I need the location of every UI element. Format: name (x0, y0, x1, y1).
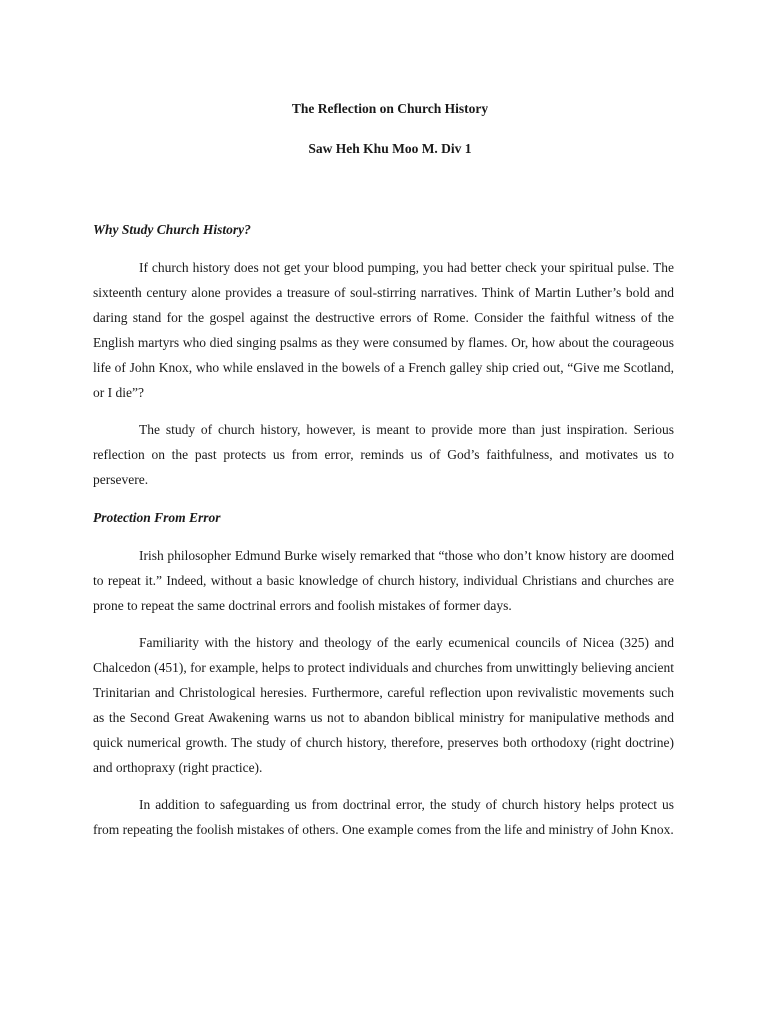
section-protection-from-error (93, 508, 674, 842)
section-heading: Why Study Church History? (93, 222, 251, 237)
paragraph: Irish philosopher Edmund Burke wisely remarked that “those who don’t know history are doomed to repeat it.” Indeed, without a basic knowledge of church history, individual Christians and churches are prone to repeat the same doctrinal errors and foolish mistakes of former days. (93, 548, 674, 613)
paragraph: The study of church history, however, is meant to provide more than just inspiration. Serious reflection on the past protects us from error, reminds us of God’s faithfulness, and motivates us to persevere. (93, 422, 674, 487)
document-body (93, 220, 674, 854)
document-title: The Reflection on Church History (291, 101, 489, 116)
section-heading: Protection From Error (93, 510, 221, 525)
paragraph: If church history does not get your blood pumping, you had better check your spiritual pulse. The sixteenth century alone provides a treasure of soul-stirring narratives. Think of Martin Luther’s bold and daring stand for the gospel against the destructive errors of Rome. Consider the faithful witness of the English martyrs who died singing psalms as they were consumed by flames. Or, how about the courageous life of John Knox, who while enslaved in the bowels of a French galley ship cried out, “Give me Scotland, or I die”? (93, 260, 674, 400)
paragraph: In addition to safeguarding us from doctrinal error, the study of church history helps protect us from repeating the foolish mistakes of others. One example comes from the life and ministry of John Knox. (93, 797, 674, 837)
document-author: Saw Heh Khu Moo M. Div 1 (308, 141, 472, 156)
section-why-study (93, 220, 674, 492)
paragraph: Familiarity with the history and theology of the early ecumenical councils of Nicea (325) and Chalcedon (451), for example, helps to protect individuals and churches from unwittingly believing ancient Trinitarian and Christological heresies. Furthermore, careful reflection upon revivalistic movements such as the Second Great Awakening warns us not to abandon biblical ministry for manipulative methods and quick numerical growth. The study of church history, therefore, preserves both orthodoxy (right doctrine) and orthopraxy (right practice). (93, 635, 674, 775)
